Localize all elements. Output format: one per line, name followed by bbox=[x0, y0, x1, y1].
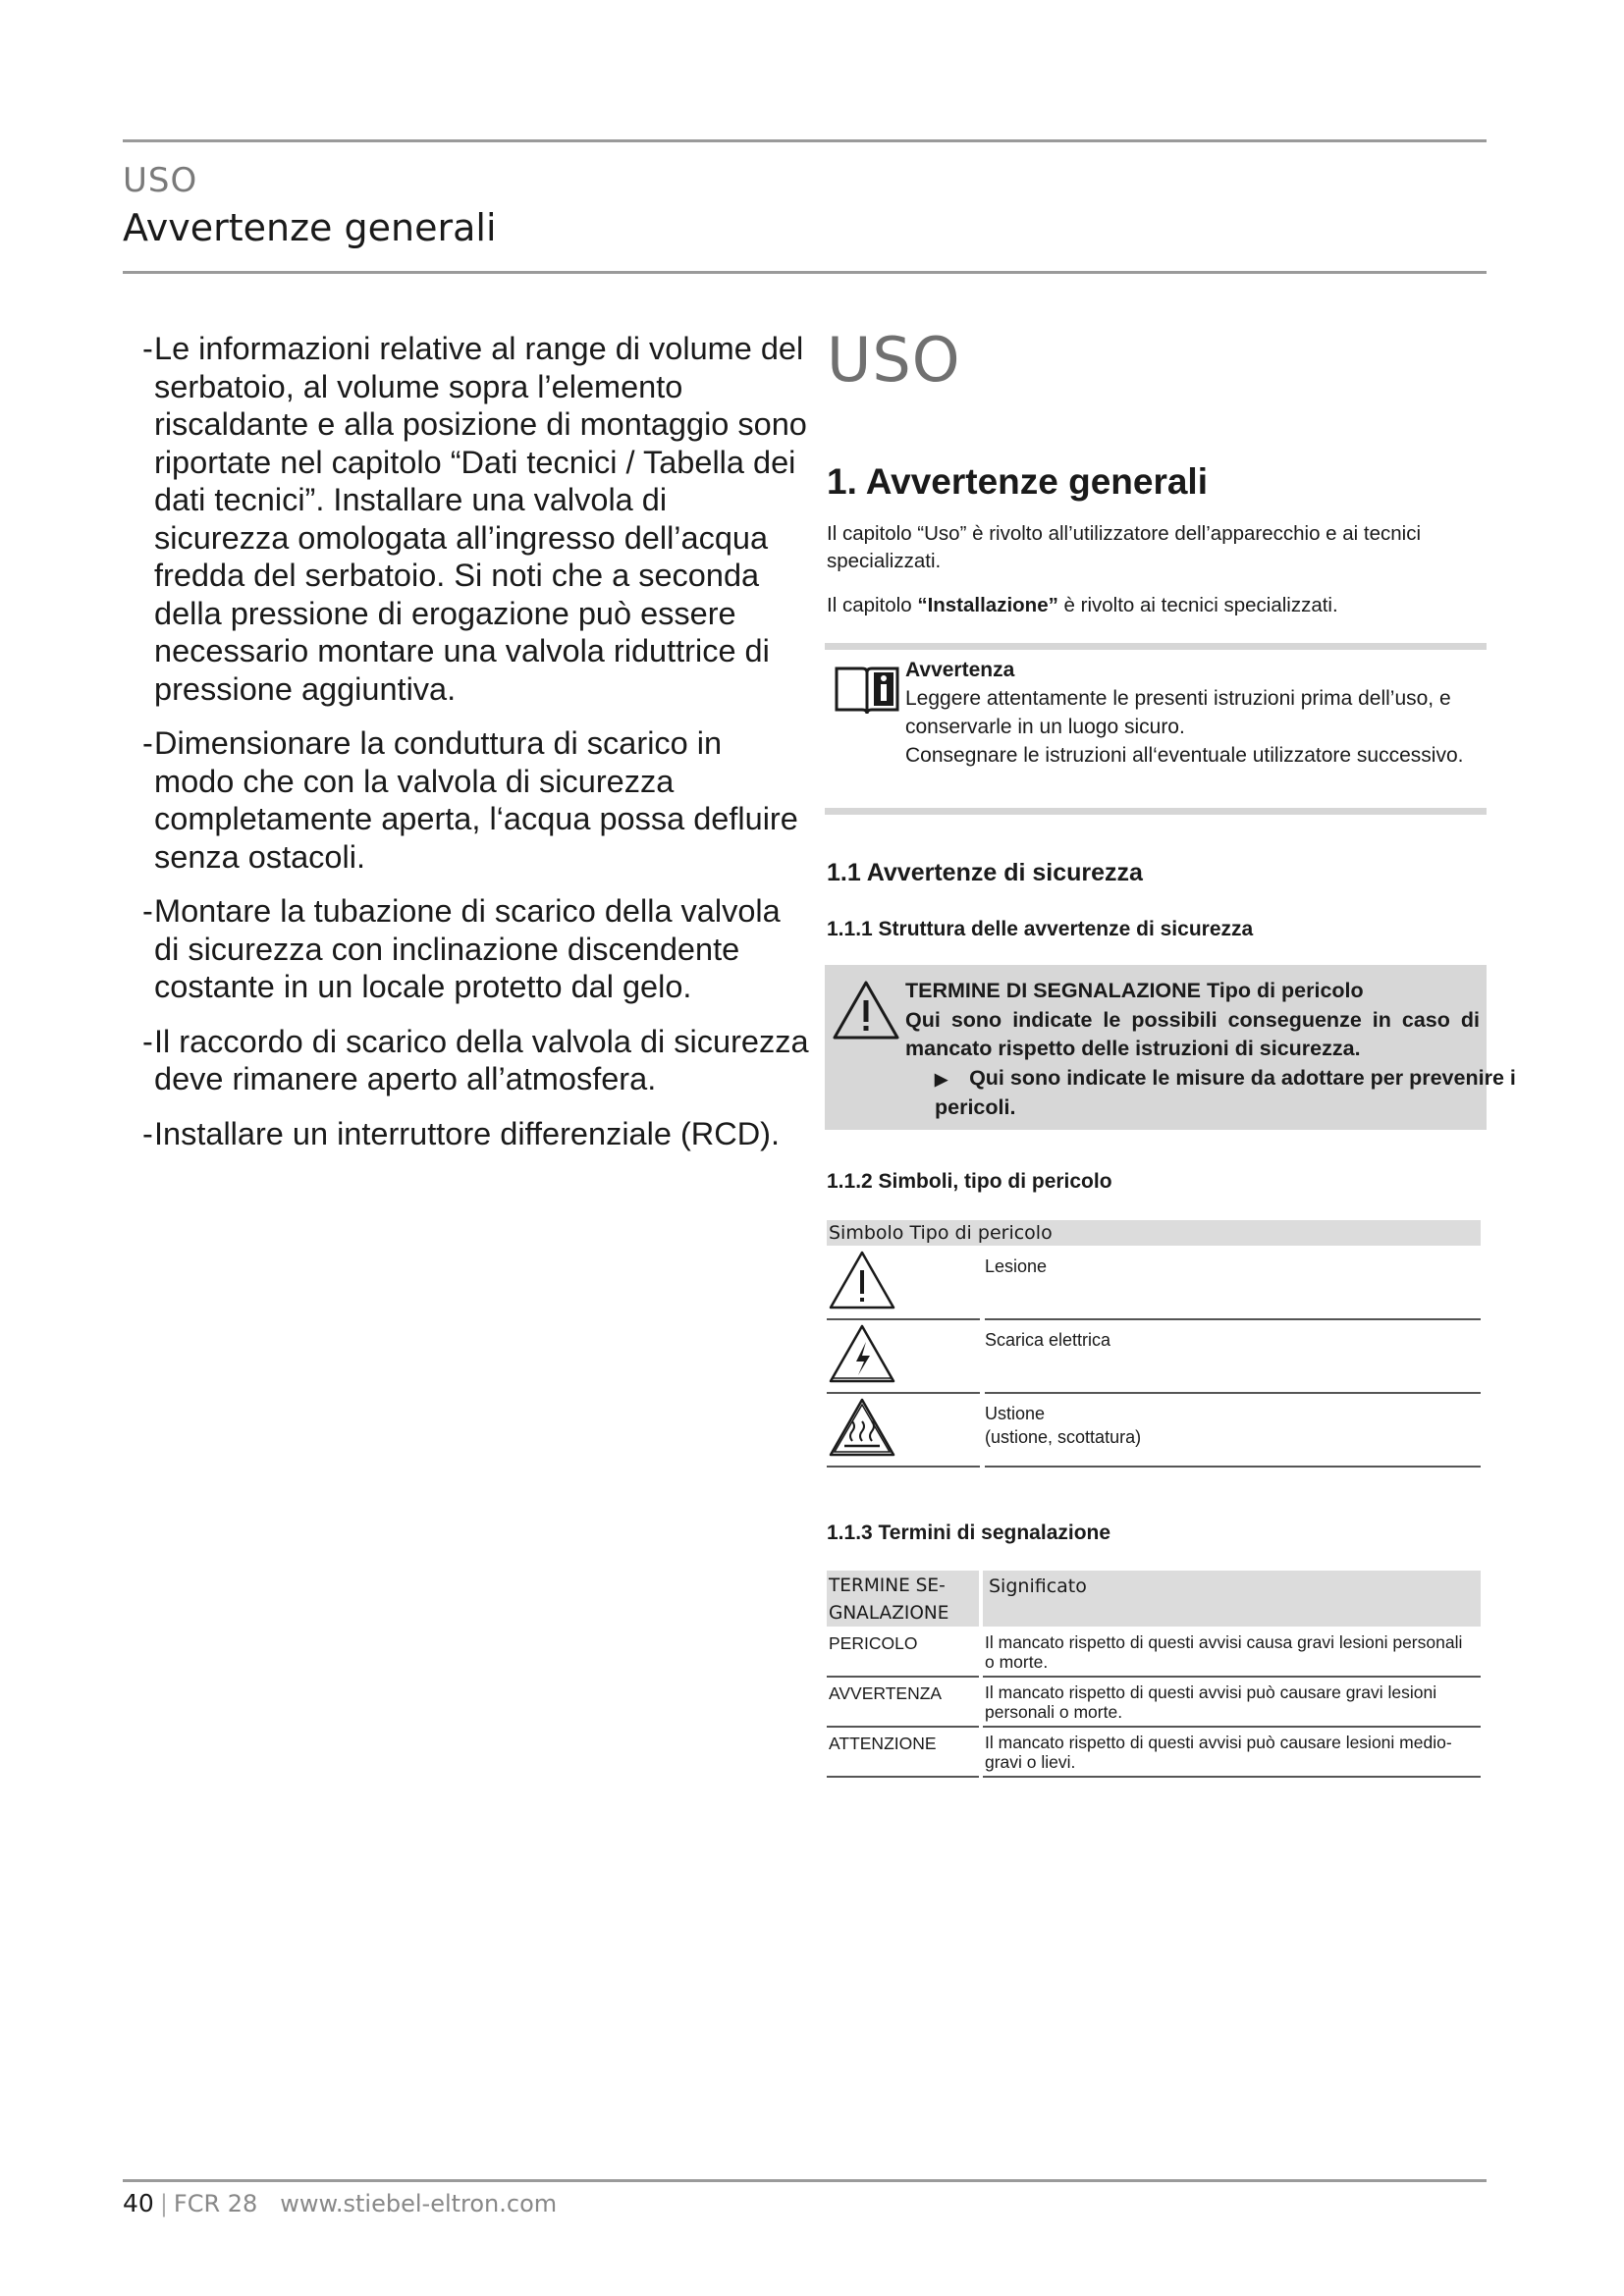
header-top-rule bbox=[123, 139, 1487, 142]
header-bottom-rule bbox=[123, 271, 1487, 274]
warning-example-box bbox=[825, 965, 1516, 1130]
warning-triangle-icon bbox=[831, 979, 901, 1041]
footer-rule bbox=[123, 2179, 1487, 2182]
note-title: Avvertenza bbox=[905, 659, 1015, 681]
warning-heading: TERMINE DI SEGNALAZIONE Tipo di pericolo bbox=[905, 979, 1364, 1002]
warning-exclamation-icon bbox=[827, 1249, 897, 1313]
model-name: FCR 28 bbox=[173, 2190, 258, 2217]
list-item: - Il raccordo di scarico della valvola di sicurezza deve rimanere aperto all’atmosfera. bbox=[142, 1023, 809, 1096]
safety-heading: 1.1 Avvertenze di sicurezza bbox=[827, 859, 1143, 886]
hot-surface-icon bbox=[827, 1396, 897, 1461]
symbols-table-header: Simbolo Tipo di pericolo bbox=[827, 1220, 1481, 1246]
page-number: 40 bbox=[123, 2189, 154, 2217]
table-row: Scarica elettrica bbox=[827, 1320, 1481, 1394]
list-item: - Le informazioni relative al range di volume del serbatoio, al volume sopra l’elemento riscaldante e alla posizione di montaggio sono riportate nel capitolo “Dati tecnici / Tabella dei dati tecnici”. Installare una valvola di sicurezza omologata all’ingresso dell’acqua fredda del serbatoio. Si noti che a seconda della pressione di erogazione può essere necessario montare una valvola riduttrice di pressione aggiuntiva. bbox=[142, 331, 807, 707]
note-top-bar bbox=[825, 643, 1487, 650]
table-row: Ustione (ustione, scottatura) bbox=[827, 1394, 1481, 1468]
arrow-right-icon: ▶ bbox=[935, 1070, 948, 1089]
website-link[interactable]: www.stiebel-eltron.com bbox=[280, 2190, 558, 2217]
note-bottom-bar bbox=[825, 808, 1487, 815]
left-column bbox=[142, 330, 810, 1169]
intro-paragraph-2: Il capitolo “Installazione” è rivolto ai tecnici specializzati. bbox=[827, 594, 1338, 616]
header-section: USO bbox=[123, 161, 198, 200]
header-title: Avvertenze generali bbox=[123, 206, 497, 249]
book-info-icon bbox=[833, 659, 901, 718]
structure-heading: 1.1.1 Struttura delle avvertenze di sicurezza bbox=[827, 918, 1254, 940]
symbols-heading: 1.1.2 Simboli, tipo di pericolo bbox=[827, 1170, 1112, 1193]
section-heading-big: USO bbox=[827, 324, 961, 396]
list-item: - Montare la tubazione di scarico della valvola di sicurezza con inclinazione discendente costante in un locale protetto dal gelo. bbox=[142, 893, 781, 1004]
chapter-heading: 1. Avvertenze generali bbox=[827, 461, 1208, 502]
note-box bbox=[825, 643, 1487, 815]
warning-measures: ▶ Qui sono indicate le misure da adottare per prevenire i pericoli. bbox=[935, 1066, 1516, 1119]
terms-table-header: TERMINE SE- GNALAZIONE Significato bbox=[827, 1571, 1481, 1627]
warning-consequences: Qui sono indicate le possibili conseguenze in caso di mancato rispetto delle istruzioni di sicurezza. bbox=[905, 1008, 1480, 1060]
table-row: Lesione bbox=[827, 1247, 1481, 1320]
table-row: PERICOLO Il mancato rispetto di questi avvisi causa gravi lesioni personali o morte. bbox=[827, 1629, 1481, 1678]
footer: 40 | FCR 28 www.stiebel-eltron.com bbox=[123, 2189, 558, 2217]
table-row: ATTENZIONE Il mancato rispetto di questi avvisi può causare lesioni medio-gravi o lievi. bbox=[827, 1729, 1481, 1778]
list-item: - Installare un interruttore differenziale (RCD). bbox=[142, 1115, 781, 1151]
table-row: AVVERTENZA Il mancato rispetto di questi avvisi può causare gravi lesioni personali o morte. bbox=[827, 1679, 1481, 1728]
note-body: Leggere attentamente le presenti istruzioni prima dell’uso, e conservarle in un luogo sicuro. Consegnare le istruzioni all‘eventuale utilizzatore successivo. bbox=[905, 687, 1464, 767]
intro-paragraph-1: Il capitolo “Uso” è rivolto all’utilizzatore dell’apparecchio e ai tecnici specializzati. bbox=[827, 522, 1422, 572]
terms-heading: 1.1.3 Termini di segnalazione bbox=[827, 1522, 1111, 1544]
electric-shock-icon bbox=[827, 1322, 897, 1387]
list-item: - Dimensionare la conduttura di scarico in modo che con la valvola di sicurezza completamente aperta, l‘acqua possa defluire senza ostacoli. bbox=[142, 725, 798, 875]
